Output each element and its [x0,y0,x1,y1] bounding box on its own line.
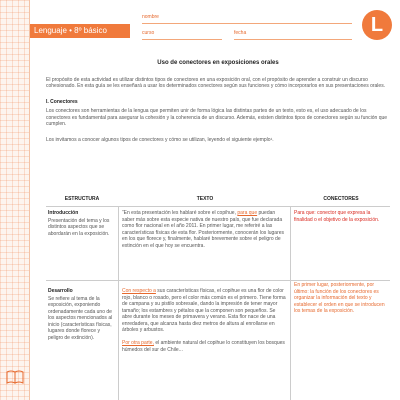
header-estructura: ESTRUCTURA [64,196,100,202]
row2-text-connector-2: Por otra parte, [122,340,154,346]
grid-margin [0,0,30,400]
header-conectores: CONECTORES [323,196,359,202]
row2-text [122,288,286,353]
name-label: nombre [142,14,159,20]
subject-label: Lenguaje • 8º básico [30,24,130,38]
worksheet-header [30,0,400,48]
example-table [46,196,390,400]
page-title: Uso de conectores en exposiciones orales [157,60,279,66]
row1-text-after: puedan saber más sobre esta especie nativa de nuestro país, que fue declarada como flor nacional en el año 2011. En primer lugar, me referiré a las características físicas de esta flor. Posteriormente, conocerán los lugares en los que florece y, finalmente, hablaré brevemente sobre el peligro de extinción en el que hoy se encuentra. [122,210,285,249]
row1-connector-orange: En primer lugar, posteriormente, por último: la función de los conectores es organizar la información del texto y establecer el orden en que se introducen los temas de la exposición. [294,282,385,314]
row1-structure [48,210,114,237]
row2-structure-text: Se refiere al tema de la exposición, exponiendo ordenadamente cada uno de los aspectos mencionados al inicio (características físicas, lugares donde florece y peligro de extinción). [48,295,113,341]
column-divider [290,206,291,400]
course-label: curso [142,30,155,36]
row2-structure [48,288,114,341]
row-divider [46,280,390,281]
row2-structure-title: Desarrollo [48,288,73,294]
row1-structure-title: Introducción [48,210,79,216]
course-field[interactable] [142,30,222,40]
date-label: fecha [234,30,247,36]
name-field[interactable] [142,14,352,24]
intro-paragraph: El propósito de esta actividad es utilizar distintos tipos de conectores en una exposición oral, con el propósito de aprender a construir un discurso cohesionado. En esta guía se les enseñará a usar los determinados conectores según sus funciones y cómo incorporarlos en sus presentaciones orales. [46,76,386,89]
subject-badge: L [362,10,392,40]
table-divider [46,206,390,207]
row1-text-connector: para que [237,210,258,216]
row2-text-connector: Con respecto a [122,288,156,294]
section-paragraph: Los conectores son herramientas de la lengua que permiten unir de forma lógica las distintas partes de un texto, esto es, el uso adecuado de los conectores es fundamental para asegurar la cohesión y la coherencia de un discurso. Además, existen distintos tipos de conectores según su función que cumplen. [46,108,388,127]
header-texto: TEXTO [196,196,214,202]
date-field[interactable] [234,30,352,40]
section-heading: I. Conectores [46,98,78,105]
row1-text-before: “En esta presentación les hablaré sobre el copihue, [122,210,238,216]
row2-text-after: sus características físicas, el copihue es una flor de color rojo, blanco o rosado, pero el color más común es el primero. Tiene forma de campana y su pistilo sobresale, dando la impresión de tener mayor tamaño; los estambres y pétalos que la componen son pequeños. Se abre durante los meses de primavera y verano. Esta flor nace de una enredadera, que alcanza hasta diez metros de altura al enrollarse en árboles y arbustos. [122,288,286,333]
book-icon [6,370,24,384]
row1-structure-text: Presentación del tema y los distintos aspectos que se abordarán en la exposición. [48,217,110,237]
row2-text-extra: el ambiente natural del copihue lo constituyen los bosques húmedos del sur de Chile... [122,340,285,353]
row1-connector-red: Para que: conector que expresa la finalidad o el objetivo de la exposición. [294,210,380,223]
invite-paragraph: Los invitamos a conocer algunos tipos de conectores y cómo se utilizan, leyendo el siguiente ejemplo¹. [46,136,274,143]
row1-connectors [294,210,388,223]
column-divider [118,206,119,400]
course-date-row [142,30,352,40]
row1-text [122,210,286,249]
document-body [46,54,390,152]
